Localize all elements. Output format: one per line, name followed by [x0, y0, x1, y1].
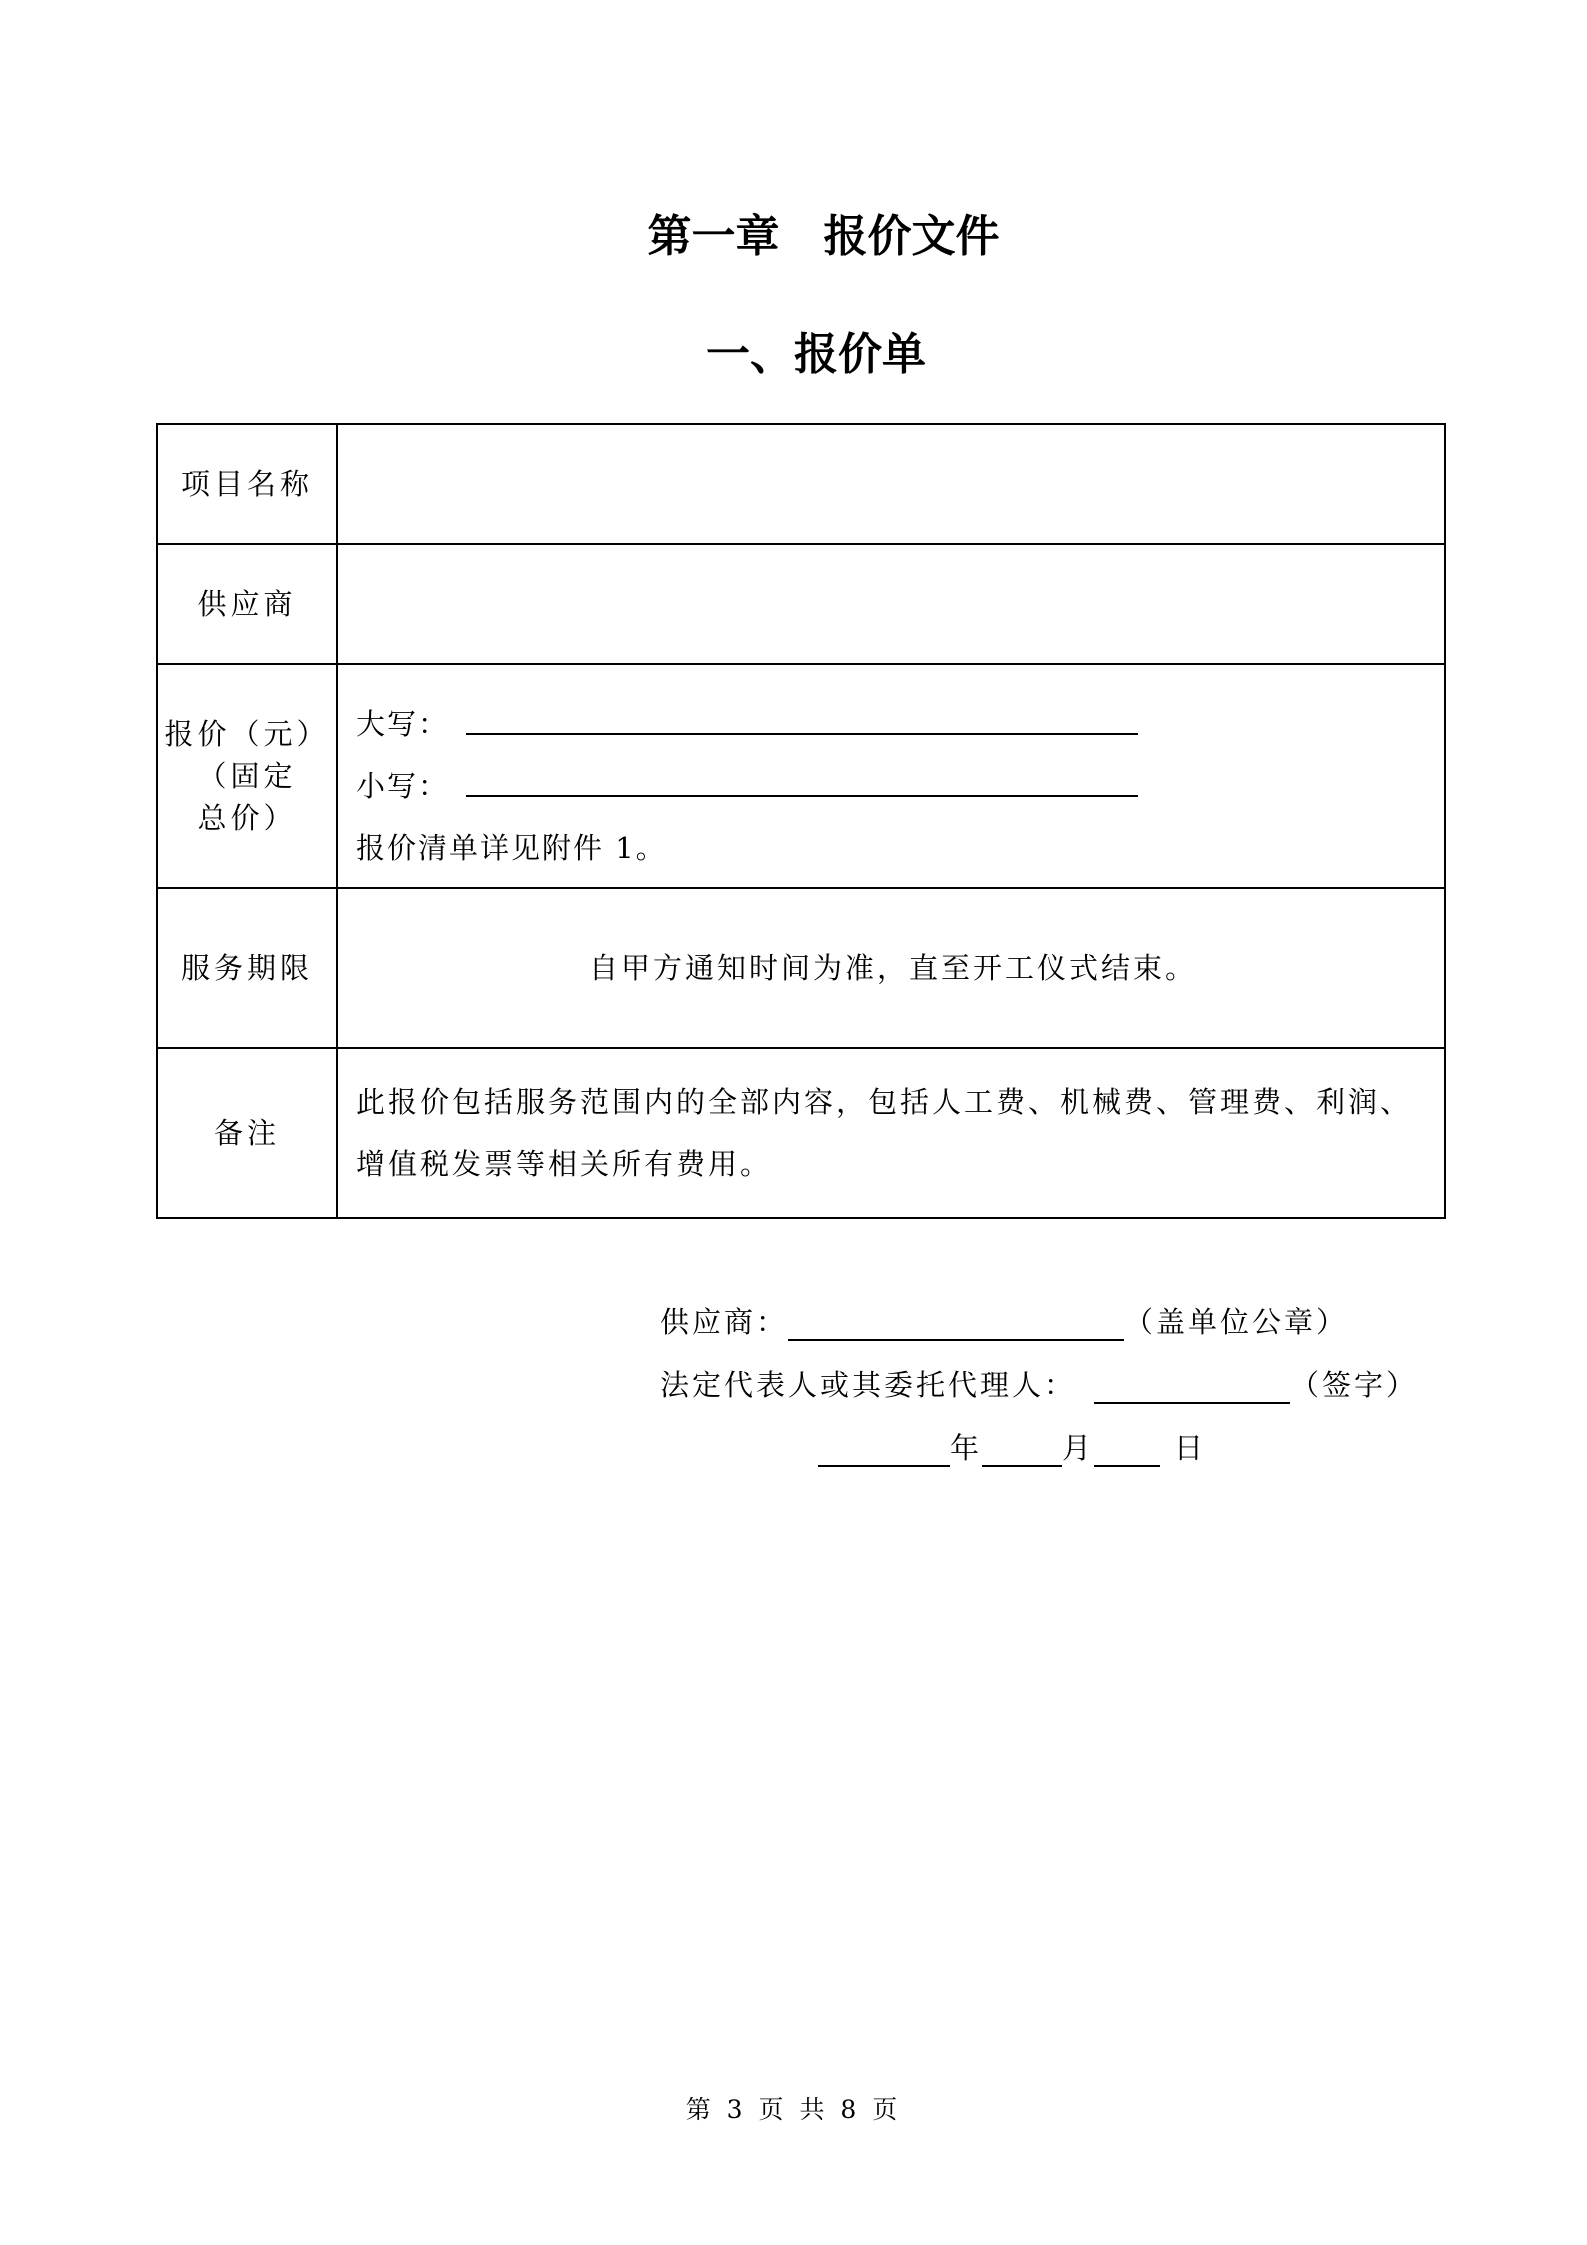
- price-upper-line: [356, 683, 1430, 745]
- table-row-remark: [157, 1048, 1445, 1218]
- price-label-line-3: 总价）: [197, 801, 297, 836]
- date-year-blank[interactable]: [818, 1437, 950, 1467]
- price-label-line-1: 报价（元）: [164, 716, 330, 751]
- price-cell: [337, 664, 1445, 888]
- date-day-blank[interactable]: [1094, 1437, 1160, 1467]
- supplier-label: 供应商: [157, 544, 337, 664]
- table-row-service-period: [157, 888, 1445, 1048]
- date-month-label: 月: [1062, 1431, 1095, 1465]
- quote-table: [156, 423, 1446, 1219]
- section-title: 一、报价单: [706, 329, 926, 380]
- price-label-line-2: （固定: [197, 758, 297, 793]
- signature-rep-suffix: （签字）: [1290, 1368, 1419, 1402]
- signature-date-line: [818, 1426, 1206, 1467]
- signature-rep-line: [660, 1363, 1418, 1404]
- table-row-project-name: [157, 424, 1445, 544]
- table-row-price: [157, 664, 1445, 888]
- page-number: 第 3 页 共 8 页: [685, 2095, 902, 2124]
- remark-label: 备注: [157, 1048, 337, 1218]
- signature-rep-label: 法定代表人或其委托代理人：: [660, 1368, 1077, 1402]
- table-row-supplier: [157, 544, 1445, 664]
- project-name-field[interactable]: [337, 424, 1445, 544]
- service-period-value: 自甲方通知时间为准，直至开工仪式结束。: [337, 888, 1445, 1048]
- signature-supplier-suffix: （盖单位公章）: [1124, 1305, 1349, 1339]
- date-month-blank[interactable]: [982, 1437, 1062, 1467]
- date-year-label: 年: [950, 1431, 983, 1465]
- chapter-title: 第一章 报价文件: [647, 211, 1000, 262]
- signature-supplier-blank[interactable]: [788, 1311, 1124, 1341]
- date-day-label: 日: [1174, 1431, 1207, 1465]
- signature-rep-blank[interactable]: [1094, 1374, 1290, 1404]
- project-name-label: 项目名称: [157, 424, 337, 544]
- supplier-field[interactable]: [337, 544, 1445, 664]
- price-lower-label: 小写：: [356, 768, 450, 803]
- remark-value: 此报价包括服务范围内的全部内容，包括人工费、机械费、管理费、利润、增值税发票等相关所有费用。: [337, 1048, 1445, 1218]
- signature-supplier-label: 供应商：: [660, 1305, 789, 1339]
- price-lower-blank[interactable]: [466, 775, 1138, 797]
- signature-supplier-line: [660, 1300, 1348, 1341]
- price-lower-line: [356, 745, 1430, 807]
- price-upper-label: 大写：: [356, 706, 450, 741]
- price-note: 报价清单详见附件 1。: [356, 830, 667, 865]
- service-period-label: 服务期限: [157, 888, 337, 1048]
- price-upper-blank[interactable]: [466, 713, 1138, 735]
- price-label: [157, 664, 337, 888]
